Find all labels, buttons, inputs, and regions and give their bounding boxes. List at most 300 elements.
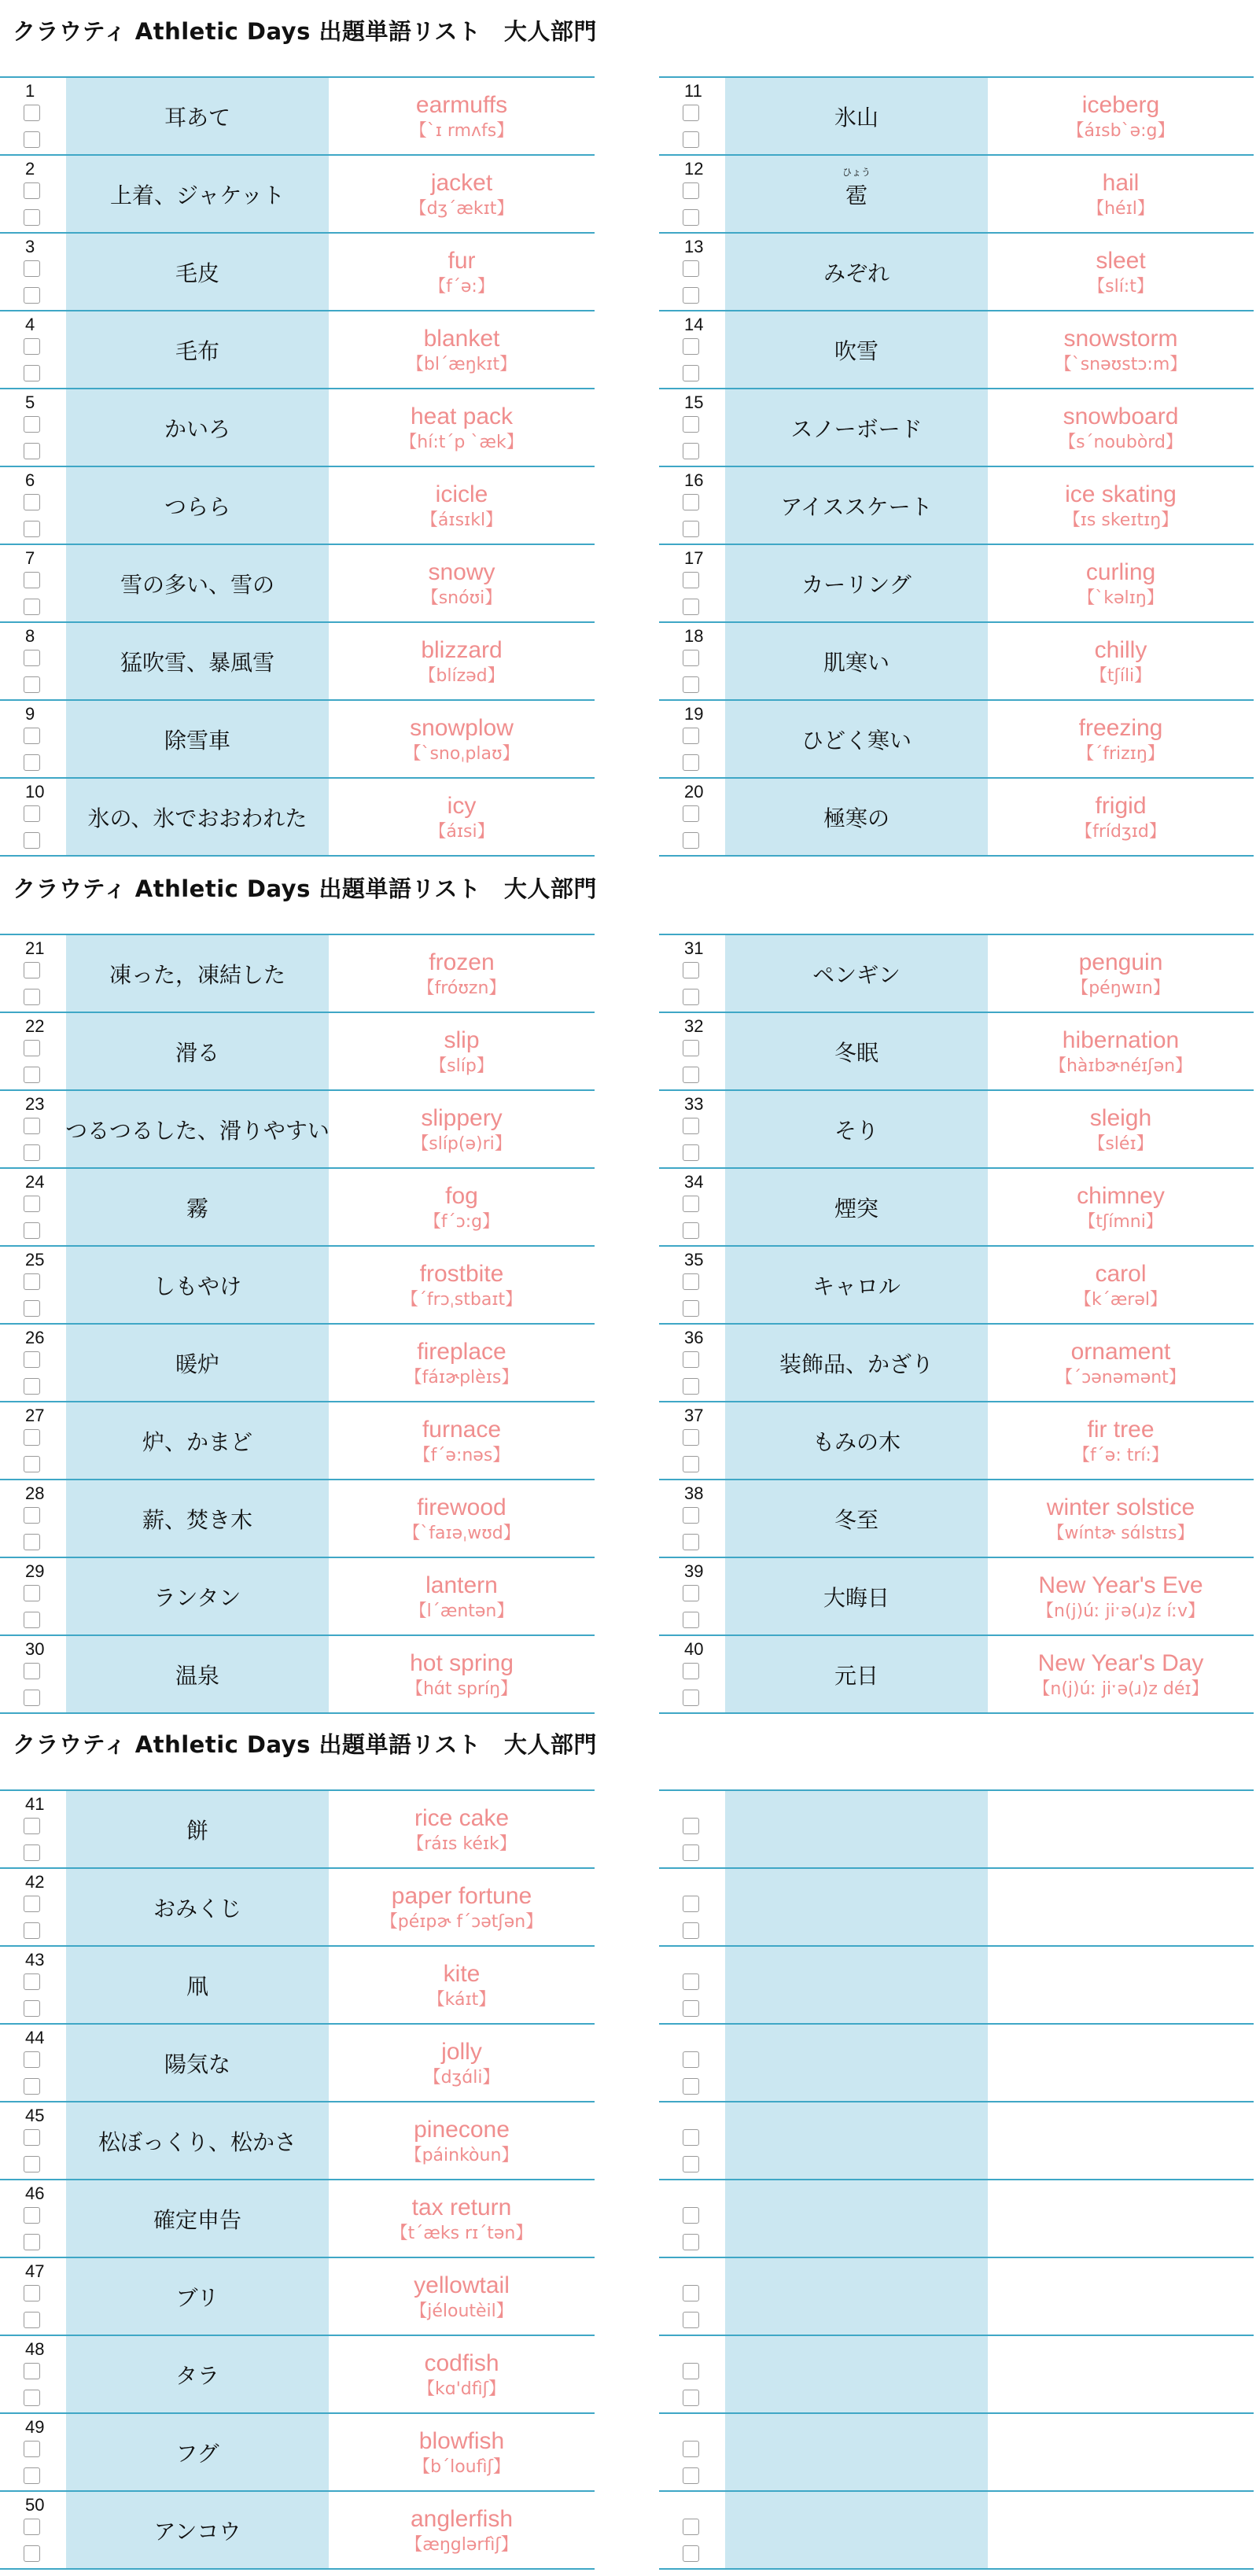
checkbox[interactable]: [24, 1351, 40, 1368]
japanese-meaning-cell: [725, 156, 988, 232]
japanese-word: 凧: [186, 1973, 208, 1999]
pronunciation: 【ráɪs kéɪk】: [407, 1833, 517, 1854]
checkbox[interactable]: [683, 832, 699, 849]
pronunciation: 【péŋwɪn】: [1071, 978, 1170, 998]
pronunciation: 【ˋsnəʊstɔ:m】: [1054, 354, 1188, 374]
checkbox[interactable]: [24, 989, 40, 1005]
checkbox[interactable]: [683, 2441, 699, 2457]
japanese-word: 大晦日: [823, 1584, 890, 1611]
checkbox[interactable]: [683, 1663, 699, 1679]
checkbox[interactable]: [24, 1663, 40, 1679]
english-word: snowy: [428, 558, 495, 585]
word-row: [659, 389, 1254, 467]
english-word-cell: [329, 1636, 595, 1712]
checkbox[interactable]: [24, 2078, 40, 2095]
japanese-word: 滑る: [175, 1039, 219, 1066]
checkbox[interactable]: [24, 1040, 40, 1056]
japanese-word: 冬至: [834, 1506, 878, 1533]
japanese-meaning-cell: [725, 467, 988, 544]
english-word: paper fortune: [391, 1882, 532, 1909]
pronunciation: 【æŋglərfìʃ】: [405, 2534, 518, 2555]
checkbox[interactable]: [683, 182, 699, 199]
checkbox[interactable]: [24, 1429, 40, 1446]
english-word-cell: [329, 2102, 595, 2179]
checkbox[interactable]: [24, 443, 40, 459]
checkbox[interactable]: [683, 521, 699, 537]
word-row: [0, 1402, 595, 1480]
checkbox[interactable]: [24, 131, 40, 148]
checkbox[interactable]: [24, 1844, 40, 1861]
checkbox[interactable]: [683, 2234, 699, 2250]
checkbox[interactable]: [683, 1612, 699, 1628]
checkbox[interactable]: [24, 260, 40, 277]
word-row: [0, 935, 595, 1013]
pronunciation: 【hɑ́t spríŋ】: [405, 1679, 518, 1699]
checkbox[interactable]: [683, 728, 699, 744]
checkbox[interactable]: [683, 2467, 699, 2484]
japanese-meaning-cell: [725, 389, 988, 466]
checkbox[interactable]: [24, 1067, 40, 1083]
checkbox[interactable]: [24, 2234, 40, 2250]
japanese-word: 確定申告: [153, 2206, 241, 2233]
word-number: 29: [25, 1561, 45, 1581]
checkbox[interactable]: [683, 1040, 699, 1056]
pronunciation: 【hàɪbɚnéɪʃən】: [1048, 1056, 1193, 1076]
pronunciation: 【jéloutèil】: [410, 2301, 514, 2321]
japanese-meaning-cell: [66, 1169, 329, 1245]
checkbox[interactable]: [24, 1922, 40, 1939]
japanese-word: 餅: [186, 1817, 208, 1844]
checkbox[interactable]: [683, 650, 699, 666]
word-row: [0, 156, 595, 234]
checkbox[interactable]: [683, 260, 699, 277]
checkbox[interactable]: [683, 2129, 699, 2146]
pronunciation: 【slíp(ə)ri】: [411, 1133, 512, 1154]
japanese-meaning-cell: [725, 1013, 988, 1089]
checkbox[interactable]: [683, 1222, 699, 1239]
pronunciation: 【ˋkəlɪŋ】: [1077, 588, 1164, 608]
checkbox[interactable]: [24, 599, 40, 615]
pronunciation: 【fáɪɚplèɪs】: [404, 1367, 519, 1388]
english-word: snowboard: [1063, 403, 1179, 429]
checkbox[interactable]: [24, 182, 40, 199]
checkbox[interactable]: [683, 2285, 699, 2301]
checkbox[interactable]: [24, 287, 40, 304]
checkbox[interactable]: [24, 1973, 40, 1990]
english-word: New Year's Day: [1037, 1649, 1204, 1676]
word-column-left: [0, 76, 595, 857]
japanese-word: 松ぼっくり、松かさ: [98, 2128, 297, 2155]
checkbox[interactable]: [24, 2363, 40, 2379]
word-row: [0, 2258, 595, 2336]
english-word-cell: [988, 545, 1254, 621]
checkbox[interactable]: [683, 1507, 699, 1524]
checkbox[interactable]: [683, 1300, 699, 1317]
checkbox[interactable]: [24, 2467, 40, 2484]
checkbox[interactable]: [683, 805, 699, 822]
english-word-cell: [329, 389, 595, 466]
checkbox[interactable]: [683, 2312, 699, 2328]
english-word: hail: [1102, 169, 1140, 196]
checkbox[interactable]: [24, 105, 40, 121]
checkbox[interactable]: [24, 1690, 40, 1706]
checkbox[interactable]: [683, 2000, 699, 2017]
word-column-right: [659, 1789, 1254, 2570]
japanese-meaning-cell: [66, 1013, 329, 1089]
checkbox[interactable]: [24, 1222, 40, 1239]
checkbox[interactable]: [683, 1922, 699, 1939]
checkbox[interactable]: [683, 416, 699, 433]
english-word: fireplace: [417, 1338, 506, 1365]
english-word: hot spring: [410, 1649, 514, 1676]
checkbox[interactable]: [24, 2129, 40, 2146]
word-row: [659, 2492, 1254, 2570]
japanese-meaning-cell: [725, 2414, 988, 2490]
word-row: [659, 779, 1254, 857]
word-row: [0, 234, 595, 311]
checkbox[interactable]: [683, 1118, 699, 1134]
checkbox[interactable]: [683, 1534, 699, 1550]
japanese-word: 冬眠: [834, 1039, 878, 1066]
english-word: icicle: [435, 481, 488, 507]
english-word-cell: [329, 1247, 595, 1323]
word-number: 47: [25, 2261, 45, 2281]
japanese-word: 上着、ジャケット: [109, 182, 285, 208]
english-word: blowfish: [418, 2427, 505, 2454]
japanese-meaning-cell: [66, 2414, 329, 2490]
word-number: 39: [684, 1561, 704, 1581]
word-row: [659, 701, 1254, 779]
checkbox[interactable]: [24, 1896, 40, 1912]
checkbox[interactable]: [683, 1456, 699, 1472]
word-number: 43: [25, 1950, 45, 1970]
japanese-meaning-cell: [725, 2102, 988, 2179]
english-word: furnace: [422, 1416, 502, 1443]
word-row: [0, 1791, 595, 1869]
japanese-meaning-cell: [66, 1247, 329, 1323]
english-word: sleet: [1096, 247, 1146, 274]
word-number: 37: [684, 1406, 704, 1425]
checkbox[interactable]: [24, 1196, 40, 1212]
japanese-meaning-cell: [725, 1791, 988, 1867]
japanese-meaning-cell: [66, 2492, 329, 2568]
pronunciation: 【fˊə: trí:】: [1073, 1445, 1169, 1465]
word-number: 3: [25, 237, 35, 256]
checkbox[interactable]: [24, 521, 40, 537]
english-word-cell: [988, 1402, 1254, 1479]
checkbox[interactable]: [24, 805, 40, 822]
english-word-cell: [988, 1869, 1254, 1945]
japanese-word: 氷山: [834, 104, 878, 131]
pronunciation: 【sˊnoubòrd】: [1059, 432, 1183, 452]
checkbox[interactable]: [24, 1456, 40, 1472]
word-row: [659, 1869, 1254, 1947]
japanese-meaning-cell: [66, 935, 329, 1012]
pronunciation: 【héɪl】: [1087, 198, 1155, 219]
english-word-cell: [988, 311, 1254, 388]
pronunciation: 【dʒˊækɪt】: [409, 198, 514, 219]
word-number: 6: [25, 470, 35, 490]
pronunciation: 【fˊɔ:g】: [423, 1211, 500, 1232]
checkbox[interactable]: [24, 1378, 40, 1395]
checkbox[interactable]: [24, 2000, 40, 2017]
checkbox[interactable]: [683, 105, 699, 121]
english-word-cell: [329, 1791, 595, 1867]
japanese-meaning-cell: [725, 2180, 988, 2257]
checkbox[interactable]: [683, 1351, 699, 1368]
japanese-word: 薪、焚き木: [142, 1506, 252, 1533]
checkbox[interactable]: [24, 572, 40, 588]
checkbox[interactable]: [24, 494, 40, 510]
checkbox[interactable]: [24, 728, 40, 744]
pronunciation: 【frídʒɪd】: [1075, 821, 1166, 842]
japanese-meaning-cell: [725, 2258, 988, 2335]
checkbox[interactable]: [683, 1690, 699, 1706]
pronunciation: 【ˋfaɪəˌwʊd】: [403, 1523, 521, 1543]
word-sheet: [0, 76, 1256, 863]
japanese-meaning-cell: [66, 623, 329, 699]
checkbox[interactable]: [683, 2207, 699, 2224]
checkbox[interactable]: [683, 2519, 699, 2535]
pronunciation: 【kɑ'dfìʃ】: [418, 2379, 506, 2399]
checkbox[interactable]: [683, 494, 699, 510]
checkbox[interactable]: [683, 599, 699, 615]
checkbox[interactable]: [24, 2545, 40, 2562]
japanese-meaning-cell: [725, 779, 988, 855]
word-row: [659, 234, 1254, 311]
checkbox[interactable]: [683, 1067, 699, 1083]
checkbox[interactable]: [24, 832, 40, 849]
english-word-cell: [329, 2180, 595, 2257]
pronunciation: 【dʒɑ́li】: [423, 2067, 500, 2088]
checkbox[interactable]: [24, 2390, 40, 2406]
word-row: [0, 1091, 595, 1169]
word-number: 17: [684, 548, 704, 568]
japanese-word: 暖炉: [175, 1351, 219, 1377]
checkbox[interactable]: [24, 650, 40, 666]
word-row: [0, 78, 595, 156]
checkbox[interactable]: [24, 1507, 40, 1524]
english-word-cell: [329, 701, 595, 777]
pronunciation: 【slíp】: [429, 1056, 494, 1076]
english-word: iceberg: [1081, 91, 1160, 118]
word-row: [659, 2336, 1254, 2414]
japanese-word: もみの木: [812, 1428, 901, 1455]
word-number: 40: [684, 1639, 704, 1659]
english-word-cell: [329, 1325, 595, 1401]
checkbox[interactable]: [683, 1896, 699, 1912]
checkbox[interactable]: [24, 1534, 40, 1550]
checkbox[interactable]: [24, 676, 40, 693]
japanese-word: ブリ: [175, 2284, 219, 2311]
pronunciation: 【ˋsnoˌplaʊ】: [403, 743, 520, 764]
english-word-cell: [329, 1869, 595, 1945]
word-number: 16: [684, 470, 704, 490]
checkbox[interactable]: [683, 1144, 699, 1161]
english-word-cell: [988, 156, 1254, 232]
japanese-meaning-cell: [725, 311, 988, 388]
english-word: freezing: [1078, 714, 1163, 741]
checkbox[interactable]: [24, 2156, 40, 2172]
checkbox[interactable]: [683, 1429, 699, 1446]
checkbox[interactable]: [683, 989, 699, 1005]
checkbox[interactable]: [24, 338, 40, 355]
pronunciation: 【áɪsɪkl】: [420, 510, 503, 530]
word-number: 32: [684, 1016, 704, 1036]
checkbox[interactable]: [683, 2051, 699, 2068]
word-row: [659, 1325, 1254, 1402]
word-row: [659, 2414, 1254, 2492]
japanese-word: ひどく寒い: [801, 727, 912, 754]
word-row: [659, 545, 1254, 623]
word-row: [0, 1947, 595, 2025]
japanese-meaning-cell: [66, 2180, 329, 2257]
word-number: 23: [25, 1094, 45, 1114]
word-row: [659, 311, 1254, 389]
checkbox[interactable]: [24, 1144, 40, 1161]
word-row: [659, 156, 1254, 234]
checkbox[interactable]: [683, 962, 699, 978]
checkbox[interactable]: [683, 2363, 699, 2379]
english-word-cell: [988, 1325, 1254, 1401]
english-word-cell: [329, 623, 595, 699]
japanese-meaning-cell: [725, 1169, 988, 1245]
word-number: 18: [684, 626, 704, 646]
checkbox[interactable]: [24, 1273, 40, 1290]
japanese-word: フグ: [175, 2440, 219, 2467]
checkbox[interactable]: [24, 209, 40, 226]
checkbox[interactable]: [683, 365, 699, 381]
pronunciation: 【wíntɚ sɑ́lstɪs】: [1047, 1523, 1195, 1543]
word-number: 15: [684, 392, 704, 412]
checkbox[interactable]: [683, 443, 699, 459]
japanese-word: 肌寒い: [823, 649, 890, 676]
checkbox[interactable]: [24, 1585, 40, 1601]
english-word-cell: [988, 1480, 1254, 1557]
japanese-meaning-cell: [66, 1325, 329, 1401]
pronunciation: 【fróʊzn】: [417, 978, 506, 998]
word-number: 31: [684, 938, 704, 958]
japanese-word: 煙突: [834, 1195, 878, 1222]
japanese-word: キャロル: [812, 1273, 901, 1299]
checkbox[interactable]: [683, 287, 699, 304]
japanese-meaning-cell: [725, 1402, 988, 1479]
english-word: snowstorm: [1063, 325, 1178, 352]
checkbox[interactable]: [24, 1818, 40, 1834]
english-word-cell: [988, 1013, 1254, 1089]
checkbox[interactable]: [24, 2207, 40, 2224]
checkbox[interactable]: [683, 209, 699, 226]
english-word-cell: [988, 935, 1254, 1012]
english-word: frostbite: [419, 1260, 504, 1287]
word-column-right: [659, 934, 1254, 1714]
english-word: ornament: [1070, 1338, 1171, 1365]
word-number: 7: [25, 548, 35, 568]
japanese-meaning-cell: [66, 1558, 329, 1634]
checkbox[interactable]: [683, 1273, 699, 1290]
word-number: 24: [25, 1172, 45, 1192]
checkbox[interactable]: [683, 2545, 699, 2562]
english-word-cell: [988, 1636, 1254, 1712]
word-number: 27: [25, 1406, 45, 1425]
japanese-word: 装飾品、かざり: [779, 1351, 934, 1377]
checkbox[interactable]: [683, 2390, 699, 2406]
english-word-cell: [329, 1013, 595, 1089]
checkbox[interactable]: [24, 1118, 40, 1134]
word-row: [0, 2492, 595, 2570]
checkbox[interactable]: [24, 2051, 40, 2068]
checkbox[interactable]: [683, 1818, 699, 1834]
japanese-meaning-cell: [66, 1402, 329, 1479]
checkbox[interactable]: [683, 676, 699, 693]
english-word: frozen: [429, 949, 495, 975]
english-word: tax return: [411, 2194, 512, 2220]
word-number: 41: [25, 1794, 45, 1814]
checkbox[interactable]: [683, 1378, 699, 1395]
checkbox[interactable]: [683, 131, 699, 148]
japanese-meaning-cell: [66, 1091, 329, 1167]
checkbox[interactable]: [24, 416, 40, 433]
word-number: 49: [25, 2417, 45, 2437]
english-word-cell: [329, 1558, 595, 1634]
japanese-meaning-cell: [725, 1558, 988, 1634]
checkbox[interactable]: [24, 754, 40, 771]
english-word: sleigh: [1089, 1104, 1152, 1131]
word-row: [659, 2025, 1254, 2102]
japanese-word: 吹雪: [834, 337, 878, 364]
japanese-meaning-cell: [725, 1247, 988, 1323]
page-title: クラウティ Athletic Days 出題単語リスト 大人部門: [13, 875, 597, 902]
checkbox[interactable]: [24, 2519, 40, 2535]
japanese-meaning-cell: [725, 1091, 988, 1167]
english-word-cell: [988, 1947, 1254, 2023]
checkbox[interactable]: [683, 1585, 699, 1601]
word-row: [0, 311, 595, 389]
word-row: [659, 935, 1254, 1013]
checkbox[interactable]: [24, 2285, 40, 2301]
checkbox[interactable]: [24, 2441, 40, 2457]
english-word-cell: [329, 2025, 595, 2101]
checkbox[interactable]: [24, 2312, 40, 2328]
checkbox[interactable]: [683, 1973, 699, 1990]
word-row: [0, 1480, 595, 1558]
japanese-word: 氷の、氷でおおわれた: [87, 805, 308, 831]
pronunciation: 【bˊloufìʃ】: [413, 2456, 510, 2477]
checkbox[interactable]: [683, 572, 699, 588]
japanese-meaning-cell: [725, 1325, 988, 1401]
checkbox[interactable]: [24, 365, 40, 381]
checkbox[interactable]: [683, 1196, 699, 1212]
checkbox[interactable]: [24, 1300, 40, 1317]
checkbox[interactable]: [683, 754, 699, 771]
pronunciation: 【snóʊi】: [421, 588, 503, 608]
pronunciation: 【slí:t】: [1088, 276, 1154, 297]
checkbox[interactable]: [24, 962, 40, 978]
word-row: [0, 701, 595, 779]
japanese-meaning-cell: [66, 701, 329, 777]
japanese-meaning-cell: [725, 1947, 988, 2023]
checkbox[interactable]: [683, 338, 699, 355]
word-number: 44: [25, 2028, 45, 2047]
checkbox[interactable]: [24, 1612, 40, 1628]
checkbox[interactable]: [683, 2156, 699, 2172]
japanese-word: つらら: [164, 493, 230, 520]
checkbox[interactable]: [683, 1844, 699, 1861]
english-word-cell: [329, 1947, 595, 2023]
japanese-meaning-cell: [725, 234, 988, 310]
word-number: 22: [25, 1016, 45, 1036]
checkbox[interactable]: [683, 2078, 699, 2095]
